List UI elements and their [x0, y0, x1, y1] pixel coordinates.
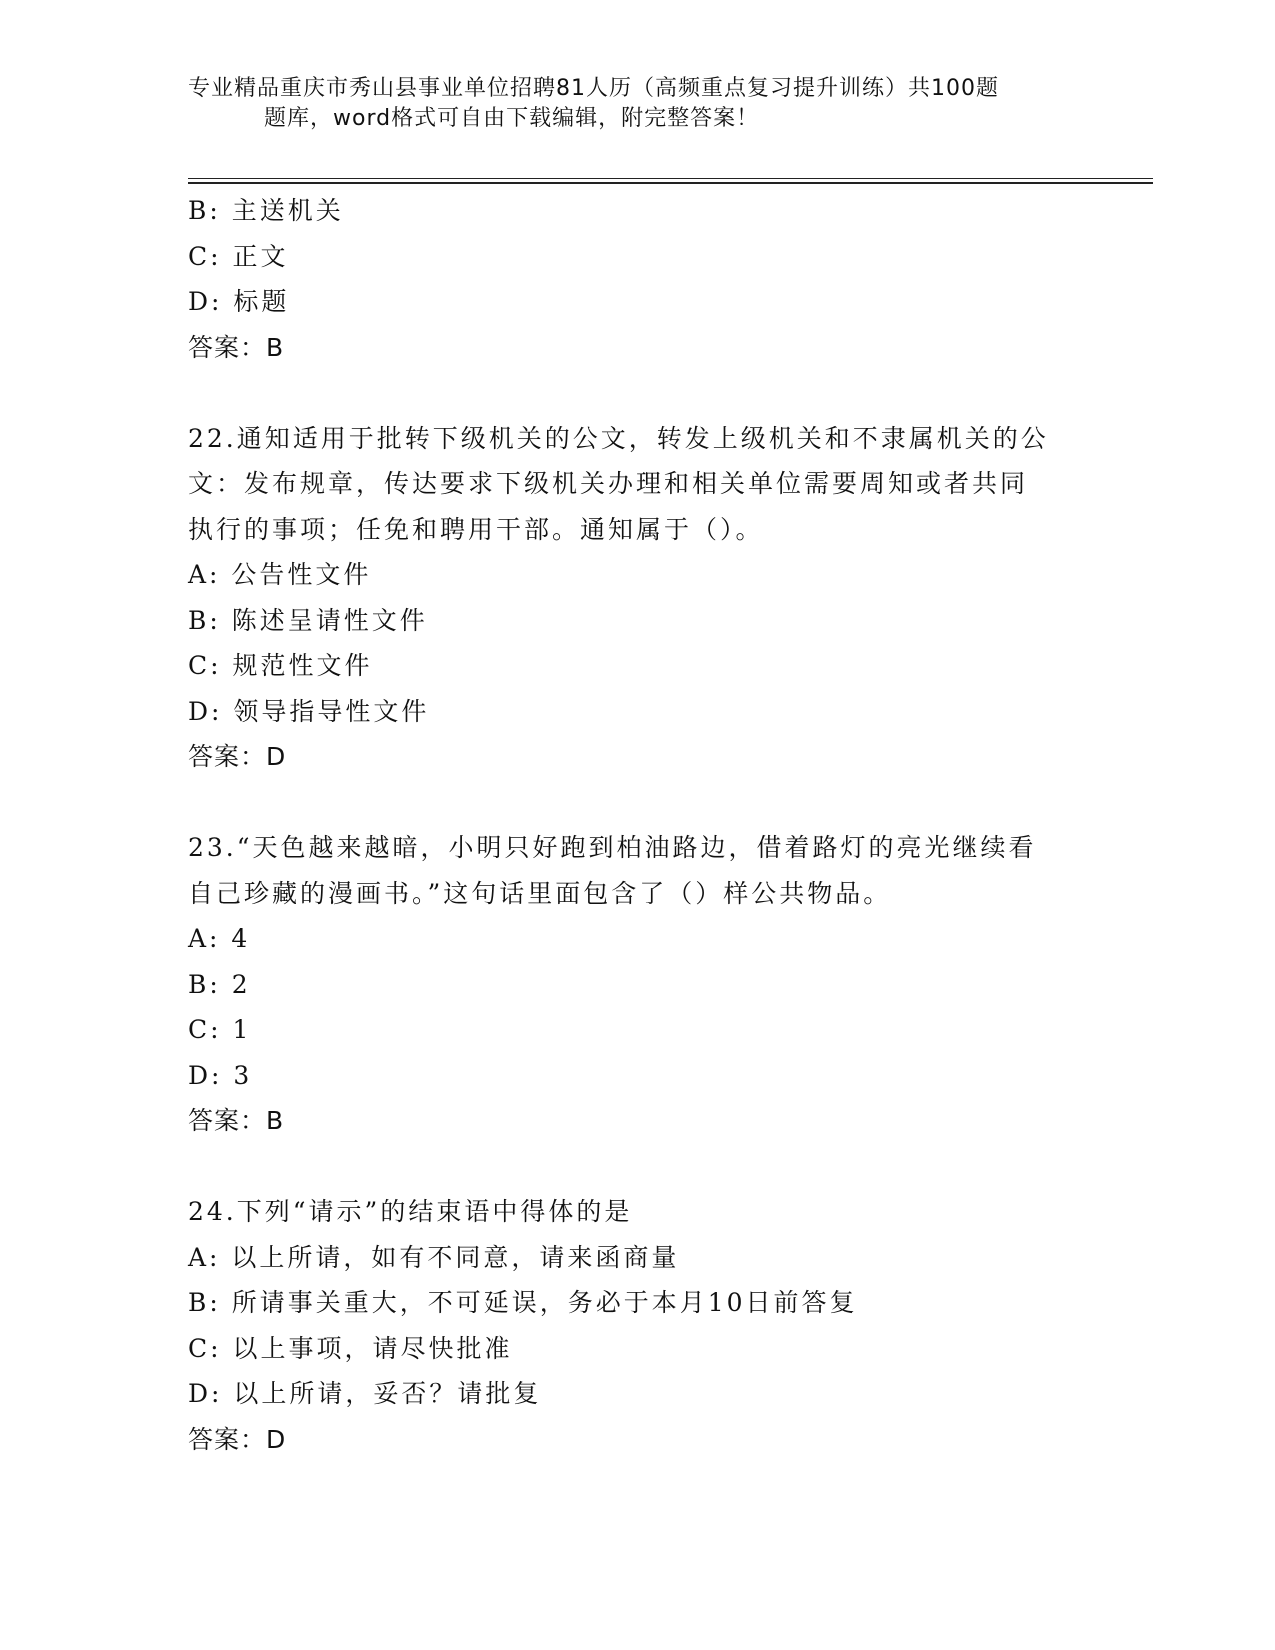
- header-divider-thick: [188, 182, 1153, 184]
- option-c: C: 1: [188, 1015, 252, 1044]
- option-d: D: 领导指导性文件: [188, 696, 430, 726]
- option-c: C: 以上事项，请尽快批准: [188, 1333, 513, 1363]
- question-stem-line: 23.“天色越来越暗，小明只好跑到柏油路边，借着路灯的亮光继续看: [188, 833, 1037, 862]
- spacer: [188, 1144, 1088, 1190]
- option-d: D: 3: [188, 1060, 253, 1090]
- option-b: B: 所请事关重大，不可延误，务必于本月10日前答复: [188, 1288, 858, 1317]
- option-c: C: 规范性文件: [188, 651, 373, 680]
- answer-line: 答案：B: [188, 1106, 285, 1135]
- question-stem-line: 22.通知适用于批转下级机关的公文，转发上级机关和不隶属机关的公: [188, 423, 1049, 453]
- option-a: A: 以上所请，如有不同意，请来函商量: [188, 1242, 680, 1272]
- answer-line: 答案：D: [188, 1424, 287, 1454]
- header-title-line-2: 题库，word格式可自由下载编辑，附完整答案！: [264, 106, 760, 131]
- question-24: [188, 1189, 1088, 1462]
- option-b: B: 主送机关: [188, 196, 344, 225]
- option-d: D: 标题: [188, 287, 290, 316]
- option-b: B: 2: [188, 969, 251, 999]
- answer-line: 答案：B: [188, 332, 285, 362]
- spacer: [188, 780, 1088, 826]
- question-22: [188, 416, 1088, 780]
- question-stem-line: 24.下列“请示”的结束语中得体的是: [188, 1197, 633, 1226]
- header-title-line-1: 专业精品重庆市秀山县事业单位招聘81人历（高频重点复习提升训练）共100题: [188, 76, 999, 101]
- question-stem-line: 文：发布规章，传达要求下级机关办理和相关单位需要周知或者共同: [188, 469, 1029, 498]
- answer-line: 答案：D: [188, 742, 287, 771]
- document-header: [188, 74, 1078, 134]
- option-c: C: 正文: [188, 241, 289, 271]
- option-a: A: 4: [188, 924, 251, 953]
- question-21-continuation: [188, 188, 1088, 370]
- header-divider-thin: [188, 178, 1153, 179]
- spacer: [188, 370, 1088, 416]
- document-body: [188, 188, 1088, 1462]
- option-a: A: 公告性文件: [188, 560, 372, 589]
- option-d: D: 以上所请，妥否？请批复: [188, 1379, 542, 1408]
- question-stem-line: 执行的事项；任免和聘用干部。通知属于（）。: [188, 514, 764, 544]
- question-stem-line: 自己珍藏的漫画书。”这句话里面包含了（）样公共物品。: [188, 878, 892, 908]
- question-23: [188, 825, 1088, 1144]
- option-b: B: 陈述呈请性文件: [188, 605, 428, 635]
